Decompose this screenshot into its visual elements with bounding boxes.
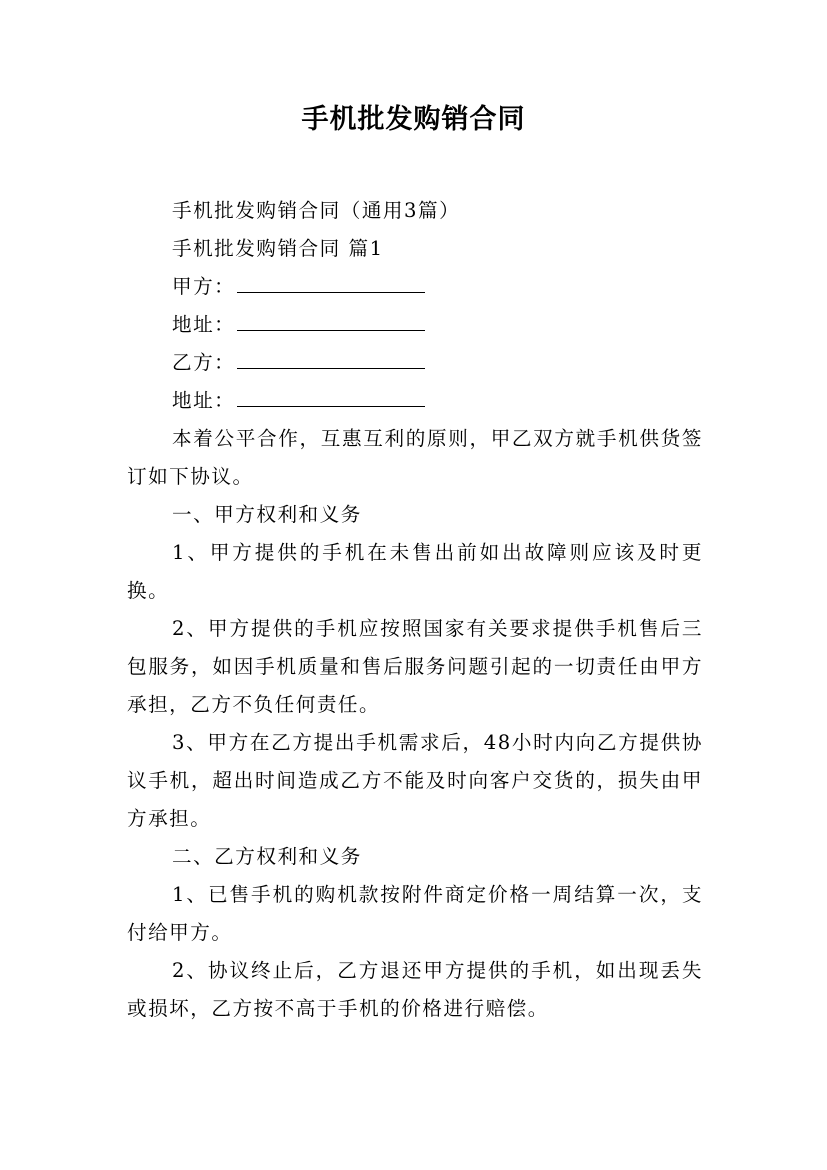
party-b-address-label: 地址： <box>172 389 236 412</box>
party-a-label: 甲方： <box>172 275 236 298</box>
party-b-label: 乙方： <box>172 351 236 374</box>
party-a-address-field <box>127 306 703 344</box>
party-a-heading: 一、甲方权利和义务 <box>172 503 362 526</box>
party-b-clause-2: 2、协议终止后，乙方退还甲方提供的手机，如出现丢失或损坏，乙方按不高于手机的价格进行赔偿。 <box>127 959 703 1020</box>
party-a-field <box>127 268 703 306</box>
party-b-heading: 二、乙方权利和义务 <box>172 845 362 868</box>
section-title: 手机批发购销合同 篇1 <box>172 237 384 260</box>
party-a-clause-2: 2、甲方提供的手机应按照国家有关要求提供手机售后三包服务，如因手机质量和售后服务问题引起的一切责任由甲方承担，乙方不负任何责任。 <box>127 617 703 716</box>
intro-paragraph: 本着公平合作，互惠互利的原则，甲乙双方就手机供货签订如下协议。 <box>127 427 703 488</box>
party-b-blank-line <box>237 346 425 369</box>
party-b-address-blank-line <box>237 384 425 407</box>
party-b-field <box>127 344 703 382</box>
party-b-clause-1: 1、已售手机的购机款按附件商定价格一周结算一次，支付给甲方。 <box>127 883 703 944</box>
party-b-address-field <box>127 382 703 420</box>
document-subtitle: 手机批发购销合同（通用3篇） <box>172 199 461 222</box>
party-a-clause-1: 1、甲方提供的手机在未售出前如出故障则应该及时更换。 <box>127 541 703 602</box>
document-body <box>127 192 703 1028</box>
party-a-address-blank-line <box>237 308 425 331</box>
party-a-address-label: 地址： <box>172 313 236 336</box>
document-title: 手机批发购销合同 <box>301 104 526 135</box>
party-a-blank-line <box>237 270 425 293</box>
party-a-clause-3: 3、甲方在乙方提出手机需求后，48小时内向乙方提供协议手机，超出时间造成乙方不能及时向客户交货的，损失由甲方承担。 <box>127 731 703 830</box>
